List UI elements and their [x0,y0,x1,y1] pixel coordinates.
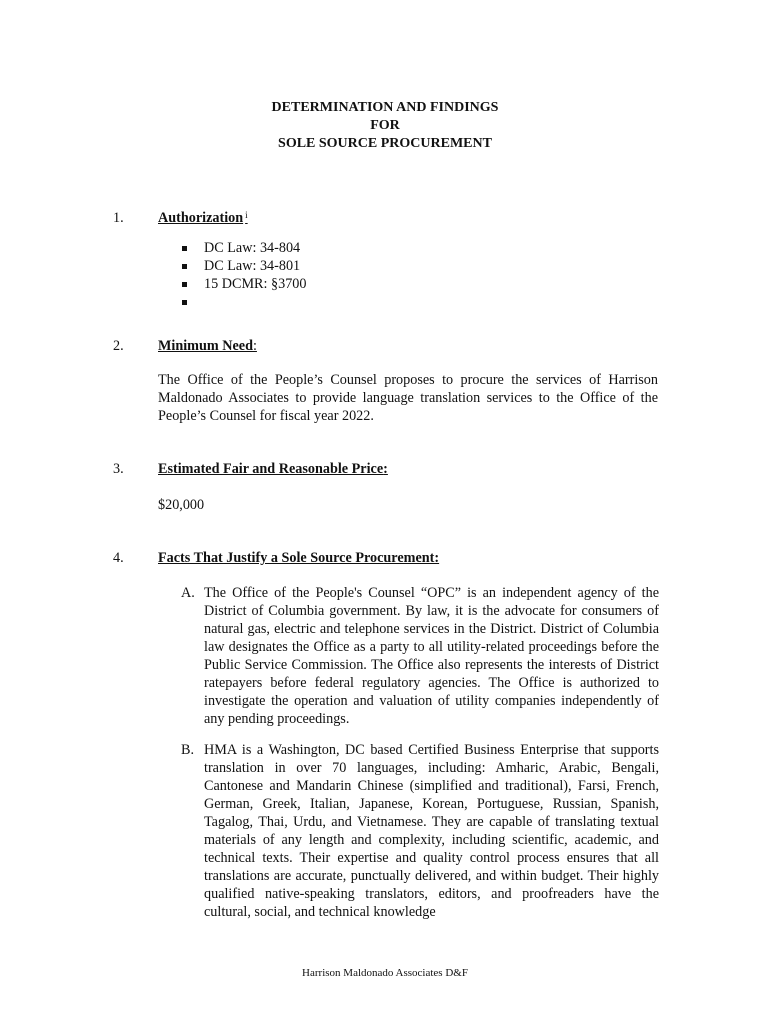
item-letter: B. [181,742,195,758]
footnote-reference[interactable]: i [245,210,248,220]
list-item: 15 DCMR: §3700 [180,275,306,293]
list-item: DC Law: 34-801 [180,257,306,275]
heading-text: Minimum Need [158,338,253,354]
heading-colon: : [383,461,388,477]
list-item: DC Law: 34-804 [180,239,306,257]
item-text: HMA is a Washington, DC based Certified Business Enterprise that supports translation in over 70 languages, including: Amharic, Arabic, Bengali, Cantonese and Mandarin Chinese (simplified and traditional), Farsi, French, German, Greek, Italian, Japanese, Korean, Portuguese, Russian, Spanish, Tagalog, Thai, Urdu, and Vietnamese. They are capable of translating textual materials of any length and complexity, including scientific, academic, and technical texts. Their expertise and quality control process ensures that all translations are accurate, punctually delivered, and within budget. Their highly qualified native-speaking translators, editors, and proofreaders have the cultural, social, and technical knowledge [204,742,659,920]
section-heading [158,209,248,227]
title-line-1: DETERMINATION AND FINDINGS [271,100,499,115]
heading-colon: : [252,338,257,354]
price-value: $20,000 [158,497,205,513]
section-number: 4. [113,550,124,566]
authorization-list [180,239,306,311]
minimum-need-text: The Office of the People’s Counsel proposes to procure the services of Harrison Maldonado Associates to provide language translation services to the Office of the People’s Counsel for fiscal year 2022. [158,372,658,424]
heading-text: Estimated Fair and Reasonable Price [158,461,384,477]
section-number: 3. [113,461,124,477]
section-heading: Facts That Justify a Sole Source Procurement: [158,550,440,566]
document-title [0,99,770,153]
title-line-2: FOR [370,118,400,133]
item-letter: A. [181,585,195,601]
title-line-3: SOLE SOURCE PROCUREMENT [278,136,492,151]
heading-text: Authorization [158,210,244,226]
page-footer: Harrison Maldonado Associates D&F [302,967,468,979]
section-heading [158,460,388,478]
section-heading [158,337,257,355]
item-text: The Office of the People's Counsel “OPC” is an independent agency of the District of Columbia government. By law, it is the advocate for consumers of natural gas, electric and telephone services in the District. District of Columbia law designates the Office as a party to all utility-related proceedings before the Public Service Commission. The Office also represents the interests of District ratepayers before federal regulatory agencies. The Office is authorized to investigate the operation and valuation of utility companies independently of any pending proceedings. [204,585,659,727]
section-number: 1. [113,210,124,226]
section-number: 2. [113,338,124,354]
list-item [180,293,306,311]
